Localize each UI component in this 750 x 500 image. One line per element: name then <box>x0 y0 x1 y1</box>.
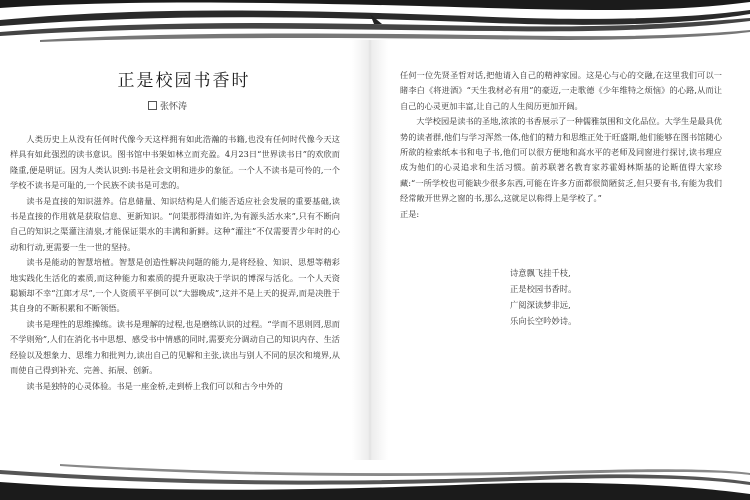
poem-line: 正是校园书香时。 <box>510 284 577 294</box>
paragraph: 读书是独特的心灵体验。书是一座金桥,走到桥上我们可以和古今中外的 <box>26 380 283 391</box>
poem-line: 乐向长空吟妙诗。 <box>510 316 577 326</box>
paragraph: 读书是理性的思维操练。读书是理解的过程,也是磨练认识的过程。“学而不思则罔,思而不学则殆”,人们在消化书中思想、感受书中情感的同时,需要充分调动自己的知识内存、生活经验以及想象力、思维力和批判力,读出自己的见解和主张,读出与别人不同的层次和境界,从而使自己得到补充、完善、拓展、创新。 <box>10 318 340 376</box>
paragraph: 读书是直接的知识滋养。信息储量、知识结构是人们能否适应社会发展的重要基础,读书是直接的作用就是获取信息、更新知识。“问渠那得清如许,为有源头活水来”,只有不断向自己的知识之渠灌注清泉,才能保证渠水的丰满和新鲜。这种“灌注”不仅需要青少年时的心动和行动,更需要一生一世的坚持。 <box>10 195 340 252</box>
left-column <box>10 132 340 394</box>
paragraph: 人类历史上从没有任何时代像今天这样拥有如此浩瀚的书籍,也没有任何时代像今天这样具有如此强烈的读书意识。图书馆中书架如林立而充盈。4月23日“世界读书日”的欢欣而隆重,便是明证。因为人类认识到:书是社会文明和进步的象征。一个人不读书是可怜的,一个学校不读书是可耻的,一个民族不读书是可悲的。 <box>10 134 340 191</box>
paragraph: 正是: <box>400 208 420 219</box>
paragraph: 大学校园是读书的圣地,浓浓的书香展示了一种儒雅氛围和文化品位。大学生是最具优势的读者群,他们与学习浑然一体,他们的精力和思维正处于旺盛期,他们能够在图书馆随心所欲的检索纸本书和电子书,他们可以很方便地和高水平的老师及同窗进行探讨,读书理应成为他们的心灵追求和生活习惯。前苏联著名教育家苏霍姆林斯基的论断值得大家珍藏:“一所学校也可能缺少很多东西,可能在许多方面都很简陋贫乏,但只要有书,有能为我们经常敞开世界之窗的书,那么,这就足以称得上是学校了。” <box>400 116 722 204</box>
author-box-icon <box>148 101 157 110</box>
bottom-decorative-swoosh <box>0 460 750 500</box>
right-column <box>400 68 722 222</box>
poem-line: 广阅深读梦非远, <box>510 300 571 310</box>
author-line <box>148 99 187 112</box>
author-name: 张怀涛 <box>160 102 188 112</box>
poem-line: 诗意飘飞挂千枝, <box>510 268 571 278</box>
paragraph: 读书是能动的智慧培植。智慧是创造性解决问题的能力,是将经验、知识、思想等精彩地实践化生活化的素质,而这种能力和素质的提升更取决于学识的博深与活化。一个人天资聪颖却不幸“江郎才尽”,一个人资质平平倒可以“大器晚成”,这并不是上天的捉弄,而是决胜于其自身的不断积累和不断领悟。 <box>10 257 340 314</box>
article-title: 正是校园书香时 <box>117 71 251 91</box>
closing-poem <box>510 265 576 329</box>
page-gutter-shadow <box>352 40 388 460</box>
paragraph: 任何一位先贤圣哲对话,把他请入自己的精神家园。这是心与心的交融,在这里我们可以一睹李白《将进酒》“天生我材必有用”的豪迈,一走歌德《少年维特之烦恼》的心路,从而让自己的心灵更加丰富,让自己的人生阅历更加开阔。 <box>400 70 722 111</box>
